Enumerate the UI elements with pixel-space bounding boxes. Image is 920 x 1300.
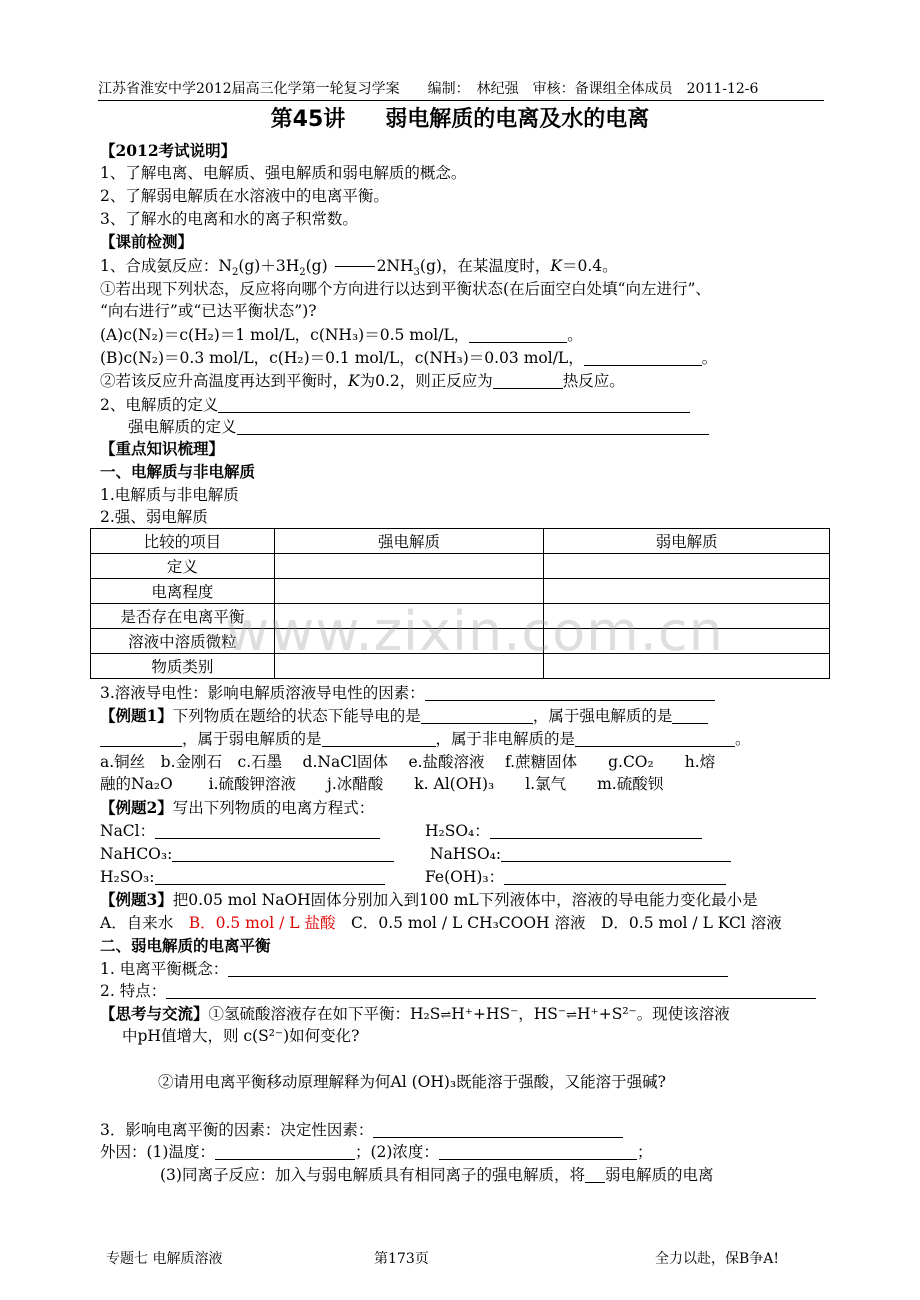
factors-line: 3．影响电离平衡的因素：决定性因素： [100, 1119, 623, 1141]
blank-common-ion[interactable] [585, 1166, 605, 1183]
knowledge-heading: 【重点知识梳理】 [100, 439, 225, 458]
ion-eq-features: 2. 特点： [100, 980, 816, 1002]
blank-concentration[interactable] [439, 1143, 637, 1160]
table-header-cell: 强电解质 [274, 529, 544, 554]
table-row-label: 物质类别 [91, 654, 275, 679]
external-factors-line: 外因：(1)温度： ；(2)浓度： ； [100, 1143, 653, 1161]
example-3-options: A．自来水 B．0.5 mol / L 盐酸 C．0.5 mol / L CH₃COOH 溶液 D．0.5 mol / L KCl 溶液 [100, 914, 782, 932]
table-row-label: 定义 [91, 554, 275, 579]
blank-electrolyte-def[interactable] [218, 396, 690, 413]
equilibrium-arrow-icon: ⇌ [440, 1008, 452, 1023]
q2-line: 2、电解质的定义 [100, 394, 690, 416]
table-row-label: 电离程度 [91, 579, 275, 604]
table-cell[interactable] [274, 554, 544, 579]
ionization-row-3b: Fe(OH)₃： [425, 866, 726, 888]
example-3-line: 【例题3】把0.05 mol NaOH固体分别加入到100 mL下列液体中，溶液的导电能力变化最小是 [100, 890, 758, 909]
page-title [0, 102, 920, 133]
blank-weak[interactable] [322, 730, 436, 747]
conductivity-line: 3.溶液导电性：影响电解质溶液导电性的因素： [100, 682, 715, 704]
equilibrium-arrow-icon: ⇌ [566, 1008, 578, 1023]
example-1-line1: 【例题1】下列物质在题给的状态下能导电的是 ，属于强电解质的是 [100, 705, 708, 727]
q1-B: (B)c(N₂)＝0.3 mol/L，c(H₂)＝0.1 mol/L，c(NH₃)＝0.03 mol/L， 。 [100, 349, 718, 367]
blank-nahco3[interactable] [172, 845, 394, 862]
q1-part2: ②若该反应升高温度再达到平衡时，K为0.2，则正反应为 热反应。 [100, 372, 625, 390]
blank-nacl[interactable] [155, 822, 380, 839]
equilibrium-arrow-icon [335, 266, 375, 267]
footer-topic: 专题七 电解质溶液 [106, 1251, 223, 1267]
section-2-title: 二、弱电解质的电离平衡 [100, 936, 271, 955]
blank-conduct[interactable] [421, 707, 533, 724]
section-1-title: 一、电解质与非电解质 [100, 462, 256, 481]
exam-heading: 【2012考试说明】 [100, 141, 237, 160]
example-1-options-2: 融的Na₂O i.硫酸钾溶液 j.冰醋酸 k. Al(OH)₃ l.氯气 m.硫酸钡 [100, 775, 664, 793]
pretest-heading: 【课前检测】 [100, 232, 194, 251]
table-row [91, 554, 830, 579]
blank-feoh3[interactable] [504, 868, 726, 885]
blank-heat[interactable] [493, 372, 563, 389]
section-1-p1: 1.电解质与非电解质 [100, 486, 239, 504]
blank-temperature[interactable] [215, 1143, 355, 1160]
example-1-options-1: a.铜丝 b.金刚石 c.石墨 d.NaCl固体 e.盐酸溶液 f.蔗糖固体 g.CO₂ h.熔 [100, 753, 716, 771]
table-cell[interactable] [544, 554, 830, 579]
ionization-row-2b: NaHSO₄: [430, 843, 731, 865]
option-B-highlight: B．0.5 mol / L 盐酸 [188, 914, 336, 932]
ionization-row-2: NaHCO₃: [100, 843, 394, 865]
page-header: 江苏省淮安中学2012届高三化学第一轮复习学案 编制： 林纪强 审核：备课组全体成员 2011-12-6 [98, 78, 824, 101]
ion-eq-concept: 1. 电离平衡概念： [100, 958, 728, 980]
q1-part1-b: “向右进行”或“已达平衡状态”)? [100, 302, 317, 320]
example-1-line2: ，属于弱电解质的是 ，属于非电解质的是 。 [100, 728, 751, 750]
ionization-row-1b: H₂SO₄： [425, 820, 702, 842]
blank-strong-def[interactable] [237, 418, 709, 435]
q2-strong-line: 强电解质的定义 [128, 416, 709, 438]
ionization-row-3: H₂SO₃: [100, 866, 385, 888]
q1-line: 1、合成氨反应：$N_2(g)+3H_2(g)$ $2NH_3(g)$，在某温度时，K＝0.4。 [100, 257, 618, 279]
q1-part1: ①若出现下列状态，反应将向哪个方向进行以达到平衡状态(在后面空白处填“向左进行”、 [100, 280, 711, 298]
blank-strong-cont[interactable] [100, 730, 182, 747]
blank-features[interactable] [166, 982, 816, 999]
exam-item-1: 1、了解电离、电解质、强电解质和弱电解质的概念。 [100, 164, 467, 182]
blank-strong[interactable] [672, 707, 708, 724]
blank-conductivity[interactable] [425, 684, 715, 701]
table-header-row [91, 529, 830, 554]
think-line-2: 中pH值增大，则 c(S²⁻)如何变化? [122, 1027, 360, 1045]
q1-A: (A)c(N₂)＝c(H₂)＝1 mol/L，c(NH₃)＝0.5 mol/L， 。 [100, 326, 583, 344]
exam-item-2: 2、了解弱电解质在水溶液中的电离平衡。 [100, 187, 389, 205]
table-header-cell: 比较的项目 [91, 529, 275, 554]
table-row-label: 是否存在电离平衡 [91, 604, 275, 629]
table-row-label: 溶液中溶质微粒 [91, 629, 275, 654]
lecture-number: 第45讲 [270, 107, 346, 132]
think-question-2: ②请用电离平衡移动原理解释为何Al (OH)₃既能溶于强酸，又能溶于强碱? [158, 1073, 666, 1091]
blank-h2so3[interactable] [155, 868, 385, 885]
exam-item-3: 3、了解水的电离和水的离子积常数。 [100, 210, 358, 228]
ionization-row-1: NaCl： [100, 820, 380, 842]
blank-nonelectrolyte[interactable] [575, 730, 735, 747]
section-1-p2: 2.强、弱电解质 [100, 508, 208, 526]
blank-nahso4[interactable] [501, 845, 731, 862]
think-line-1: 【思考与交流】①氢硫酸溶液存在如下平衡：H₂S⇌H⁺+HS⁻，HS⁻⇌H⁺+S²⁻。现使该溶液 [100, 1004, 730, 1023]
blank-decisive[interactable] [373, 1121, 623, 1138]
watermark: www.zixin.com.cn [225, 600, 724, 663]
blank-A[interactable] [469, 326, 567, 343]
blank-concept[interactable] [228, 960, 728, 977]
footer-motto: 全力以赴，保B争A! [655, 1251, 780, 1267]
common-ion-line: (3)同离子反应：加入与弱电解质具有相同离子的强电解质，将 弱电解质的电离 [160, 1166, 714, 1184]
table-header-cell: 弱电解质 [544, 529, 830, 554]
lecture-title: 弱电解质的电离及水的电离 [385, 107, 650, 132]
example-2-line: 【例题2】写出下列物质的电离方程式： [100, 798, 375, 817]
footer-page-number: 第173页 [374, 1251, 429, 1267]
blank-h2so4[interactable] [490, 822, 702, 839]
blank-B[interactable] [584, 349, 702, 366]
